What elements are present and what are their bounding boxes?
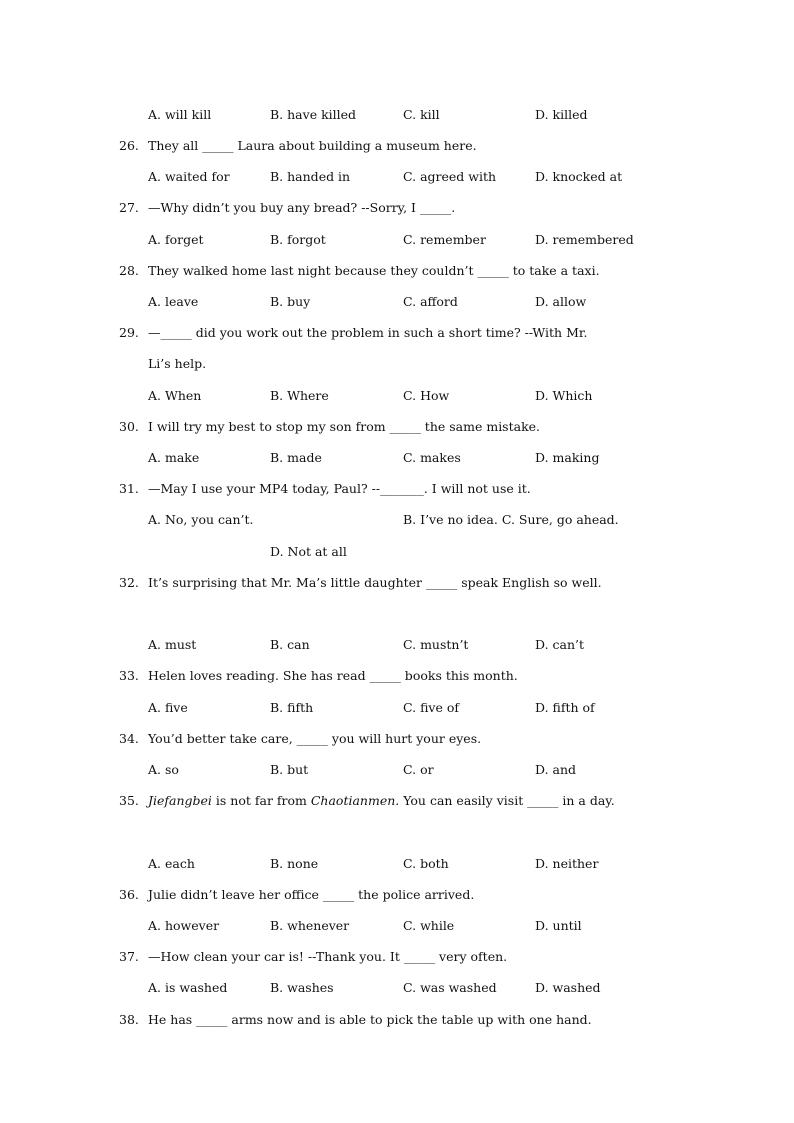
option-b: B. have killed: [270, 107, 357, 122]
option-d: D. making: [535, 450, 600, 465]
question-stem: Julie didn’t leave her office _____ the police arrived.: [148, 887, 475, 902]
question-stem: —Why didn’t you buy any bread? --Sorry, I _____.: [148, 200, 456, 215]
option-c: C. kill: [403, 107, 440, 122]
option-a: A. waited for: [148, 169, 230, 184]
option-a: A. each: [148, 856, 195, 871]
option-d: D. remembered: [535, 232, 634, 247]
option-c: C. five of: [403, 700, 459, 715]
option-d: D. and: [535, 762, 577, 777]
option-d: D. Which: [535, 388, 593, 403]
option-b: B. whenever: [270, 918, 350, 933]
question-number: 29.: [119, 325, 139, 340]
option-a: A. so: [148, 762, 179, 777]
option-d: D. washed: [535, 980, 601, 995]
option-c: C. remember: [403, 232, 486, 247]
option-c: C. agreed with: [403, 169, 497, 184]
option-d: D. neither: [535, 856, 599, 871]
question-stem: You’d better take care, _____ you will hurt your eyes.: [148, 731, 482, 746]
option-d: D. killed: [535, 107, 588, 122]
option-c: C. was washed: [403, 980, 497, 995]
option-a: A. is washed: [148, 980, 228, 995]
option-a: A. When: [148, 388, 202, 403]
option-a: A. however: [148, 918, 220, 933]
option-d: D. fifth of: [535, 700, 595, 715]
option-d: D. can’t: [535, 637, 585, 652]
option-b: B. but: [270, 762, 309, 777]
question-number: 28.: [119, 263, 139, 278]
question-stem: He has _____ arms now and is able to pick the table up with one hand.: [148, 1012, 592, 1027]
option-c: C. while: [403, 918, 455, 933]
option-c: C. afford: [403, 294, 458, 309]
stem-text: is not far from: [211, 793, 311, 808]
question-stem: Helen loves reading. She has read _____ books this month.: [148, 668, 518, 683]
question-stem: I will try my best to stop my son from _____ the same mistake.: [148, 419, 541, 434]
option-c: C. both: [403, 856, 449, 871]
option-d: D. Not at all: [270, 544, 347, 559]
option-a: A. must: [148, 637, 197, 652]
option-a: A. No, you can’t.: [148, 512, 254, 527]
question-stem: —How clean your car is! --Thank you. It _____ very often.: [148, 949, 508, 964]
option-b: B. handed in: [270, 169, 351, 184]
option-b: B. made: [270, 450, 322, 465]
option-b: B. fifth: [270, 700, 314, 715]
question-number: 33.: [119, 668, 139, 683]
question-stem: —_____ did you work out the problem in such a short time? --With Mr.: [148, 325, 588, 340]
option-a: A. forget: [148, 232, 204, 247]
question-number: 27.: [119, 200, 139, 215]
option-b: B. forgot: [270, 232, 326, 247]
option-a: A. will kill: [148, 107, 212, 122]
question-stem: They walked home last night because they couldn’t _____ to take a taxi.: [148, 263, 600, 278]
question-stem: They all _____ Laura about building a museum here.: [148, 138, 477, 153]
option-b: B. none: [270, 856, 319, 871]
question-stem: —May I use your MP4 today, Paul? --_______. I will not use it.: [148, 481, 531, 496]
option-b: B. Where: [270, 388, 329, 403]
question-stem-continued: Li’s help.: [148, 356, 207, 371]
question-number: 30.: [119, 419, 139, 434]
question-number: 38.: [119, 1012, 139, 1027]
option-b: B. washes: [270, 980, 334, 995]
option-c: C. or: [403, 762, 434, 777]
place-name-chaotianmen: Chaotianmen: [310, 793, 396, 808]
option-d: D. knocked at: [535, 169, 623, 184]
option-d: D. until: [535, 918, 582, 933]
option-c: C. makes: [403, 450, 461, 465]
question-number: 31.: [119, 481, 139, 496]
option-d: D. allow: [535, 294, 587, 309]
question-number: 35.: [119, 793, 139, 808]
question-number: 26.: [119, 138, 139, 153]
question-number: 32.: [119, 575, 139, 590]
option-b: B. buy: [270, 294, 311, 309]
option-a: A. make: [148, 450, 200, 465]
option-a: A. leave: [148, 294, 199, 309]
place-name-jiefangbei: Jiefangbei: [148, 793, 212, 808]
question-stem: It’s surprising that Mr. Ma’s little daughter _____ speak English so well.: [148, 575, 602, 590]
option-c: C. mustn’t: [403, 637, 469, 652]
question-stem: [148, 793, 615, 808]
stem-text: . You can easily visit _____ in a day.: [395, 793, 615, 808]
option-b: B. can: [270, 637, 310, 652]
question-number: 34.: [119, 731, 139, 746]
question-number: 37.: [119, 949, 139, 964]
option-a: A. five: [148, 700, 188, 715]
option-c: C. How: [403, 388, 450, 403]
question-number: 36.: [119, 887, 139, 902]
option-b-c: B. I’ve no idea. C. Sure, go ahead.: [403, 512, 619, 527]
